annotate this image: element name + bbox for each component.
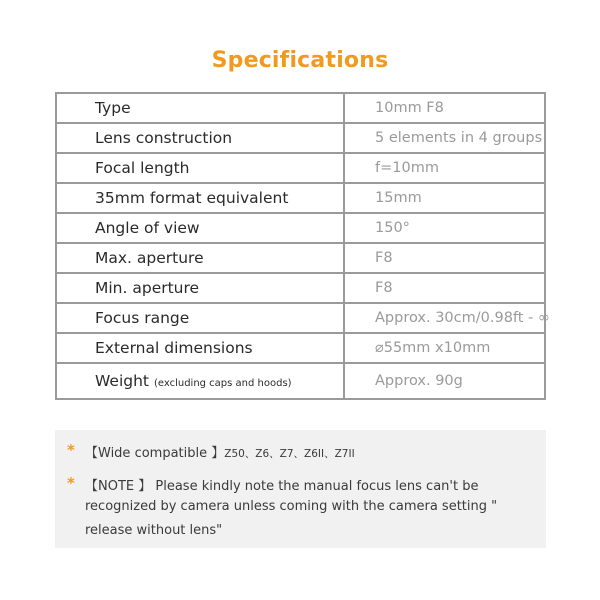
spec-label: Focal length <box>56 153 344 183</box>
spec-label: Lens construction <box>56 123 344 153</box>
note-text-2: recognized by camera unless coming with the camera setting " <box>85 499 498 514</box>
spec-label-note: (excluding caps and hoods) <box>153 378 292 389</box>
spec-label-weight <box>56 363 344 399</box>
spec-value: ⌀55mm x10mm <box>344 333 545 363</box>
table-row <box>56 273 545 303</box>
table-row <box>56 363 545 399</box>
spec-value: 5 elements in 4 groups <box>344 123 545 153</box>
spec-value: 150° <box>344 213 545 243</box>
table-row <box>56 213 545 243</box>
spec-value: f=10mm <box>344 153 545 183</box>
table-row <box>56 183 545 213</box>
spec-label: External dimensions <box>56 333 344 363</box>
spec-value: F8 <box>344 273 545 303</box>
table-row <box>56 153 545 183</box>
spec-label: Angle of view <box>56 213 344 243</box>
spec-value: 15mm <box>344 183 545 213</box>
spec-label: Focus range <box>56 303 344 333</box>
table-row <box>56 333 545 363</box>
page-title: Specifications <box>211 48 389 73</box>
spec-label: 35mm format equivalent <box>56 183 344 213</box>
spec-value: Approx. 30cm/0.98ft - ∞ <box>344 303 545 333</box>
spec-label: Min. aperture <box>56 273 344 303</box>
specifications-table <box>55 92 550 400</box>
spec-value: 10mm F8 <box>344 93 545 123</box>
table-row <box>56 243 545 273</box>
note-label: 【NOTE 】 <box>85 479 152 494</box>
spec-label: Weight <box>95 372 150 390</box>
notes-panel <box>55 430 546 548</box>
asterisk-icon: * <box>67 441 75 459</box>
wide-compatible-label: 【Wide compatible 】 <box>85 446 225 461</box>
note-text-1: Please kindly note the manual focus lens can't be <box>155 479 479 494</box>
table-row <box>56 93 545 123</box>
spec-label: Type <box>56 93 344 123</box>
table-row <box>56 303 545 333</box>
spec-label: Max. aperture <box>56 243 344 273</box>
table-row <box>56 123 545 153</box>
spec-value: Approx. 90g <box>344 363 545 399</box>
asterisk-icon: * <box>67 474 75 492</box>
note-text-3: release without lens" <box>85 523 223 538</box>
spec-value: F8 <box>344 243 545 273</box>
compatible-models: Z50、Z6、Z7、Z6II、Z7II <box>224 448 355 460</box>
